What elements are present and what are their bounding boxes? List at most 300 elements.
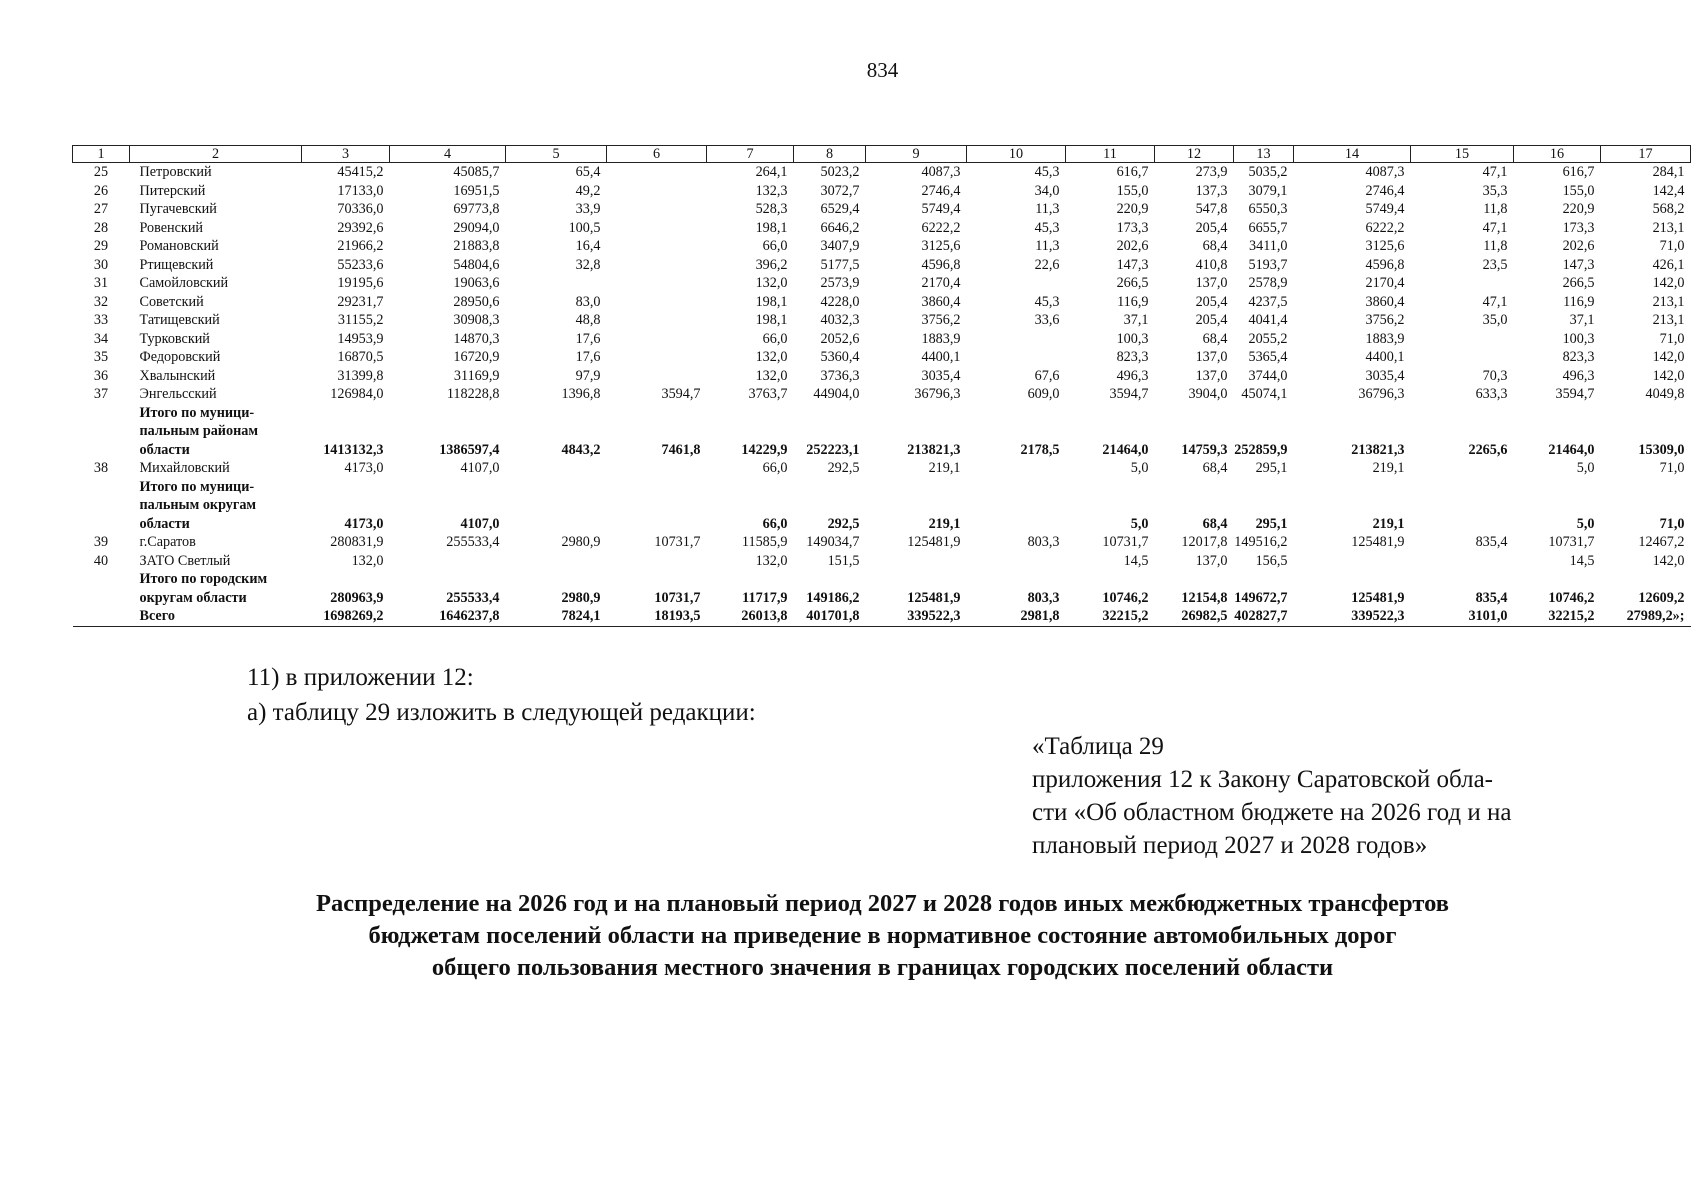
amount-cell <box>506 274 607 293</box>
amount-cell <box>390 404 506 423</box>
territory-name-cell: Ртищевский <box>139 256 214 273</box>
amount-cell: 3101,0 <box>1411 607 1514 626</box>
amount-cell: 67,6 <box>1034 367 1060 384</box>
amount-cell: 6655,7 <box>1248 219 1288 236</box>
amount-cell: 142,0 <box>1652 552 1685 569</box>
table-row <box>73 330 1691 349</box>
amount-cell <box>794 478 866 497</box>
amount-cell <box>607 478 707 497</box>
amount-cell: 2055,2 <box>1248 330 1288 347</box>
amount-cell: 100,3 <box>1116 330 1149 347</box>
amount-cell: 284,1 <box>1652 164 1685 180</box>
amount-cell: 202,6 <box>1116 238 1149 254</box>
amount-cell: 3125,6 <box>921 238 961 254</box>
amount-cell <box>607 515 707 534</box>
amount-cell: 5,0 <box>1576 460 1595 476</box>
territory-name-cell: области <box>139 441 190 458</box>
table-row <box>73 200 1691 219</box>
amount-cell <box>1155 570 1234 589</box>
amount-cell: 1883,9 <box>1365 330 1405 347</box>
amount-cell: 66,0 <box>762 330 788 347</box>
amount-cell: 220,9 <box>1116 201 1149 217</box>
amount-cell: 32215,2 <box>1066 607 1155 626</box>
row-number-cell: 35 <box>93 349 109 365</box>
amount-cell: 45085,7 <box>453 164 500 180</box>
amount-cell: 616,7 <box>1116 164 1149 180</box>
amount-cell: 426,1 <box>1652 256 1685 273</box>
page-number: 834 <box>866 58 899 82</box>
amount-cell: 3411,0 <box>1249 238 1288 254</box>
amount-cell: 5749,4 <box>921 201 961 217</box>
amount-cell <box>607 348 707 367</box>
amount-cell: 5035,2 <box>1248 164 1288 180</box>
amount-cell <box>390 570 506 589</box>
amount-cell: 65,4 <box>575 164 601 180</box>
territory-name-cell: Советский <box>139 293 204 310</box>
amount-cell <box>866 422 967 441</box>
amount-cell: 14953,9 <box>337 330 384 347</box>
amount-cell <box>1514 496 1601 515</box>
territory-name-cell: Итого по муници- <box>139 478 255 495</box>
amount-cell: 14870,3 <box>453 330 500 347</box>
table-caption-line: плановый период 2027 и 2028 годов» <box>1032 832 1428 859</box>
table-row <box>73 163 1691 182</box>
amount-cell: 11,3 <box>1035 201 1060 217</box>
amount-cell: 401701,8 <box>794 607 866 626</box>
amount-cell: 21883,8 <box>453 238 500 254</box>
amount-cell: 213,1 <box>1652 293 1685 310</box>
amount-cell: 252859,9 <box>1234 441 1288 458</box>
column-number-header: 16 <box>1514 146 1601 163</box>
amount-cell <box>1601 496 1691 515</box>
amount-cell <box>506 496 607 515</box>
amount-cell: 3035,4 <box>1365 367 1405 384</box>
amount-cell <box>607 422 707 441</box>
row-number-cell: 39 <box>93 534 109 550</box>
territory-name-cell: Итого по муници- <box>139 404 255 421</box>
budget-table <box>72 145 1691 627</box>
amount-cell: 45415,2 <box>337 164 384 180</box>
amount-cell <box>607 200 707 219</box>
amount-cell: 219,1 <box>1372 515 1405 532</box>
amount-cell: 198,1 <box>755 219 788 236</box>
amount-cell: 54804,6 <box>453 256 500 273</box>
amount-cell: 3904,0 <box>1188 386 1228 402</box>
row-number-cell: 34 <box>93 330 109 347</box>
amount-cell: 1646237,8 <box>390 607 506 626</box>
amount-cell: 66,0 <box>762 238 788 254</box>
column-number-header: 10 <box>967 146 1066 163</box>
amount-cell: 835,4 <box>1475 534 1508 550</box>
amount-cell <box>302 404 390 423</box>
amount-cell: 3594,7 <box>1109 386 1149 402</box>
amount-cell: 116,9 <box>1117 293 1149 310</box>
amount-cell: 126984,0 <box>330 386 384 402</box>
row-number-cell: 30 <box>93 256 109 273</box>
amount-cell: 147,3 <box>1116 256 1149 273</box>
amount-cell: 14,5 <box>1569 552 1595 569</box>
amount-cell: 47,1 <box>1482 219 1508 236</box>
territory-name-cell: области <box>139 515 190 532</box>
amount-cell <box>1514 404 1601 423</box>
amount-cell: 633,3 <box>1475 386 1508 402</box>
column-number-header: 8 <box>794 146 866 163</box>
table-row <box>73 348 1691 367</box>
amount-cell <box>390 422 506 441</box>
amount-cell: 45,3 <box>1034 293 1060 310</box>
amount-cell: 5,0 <box>1130 460 1149 476</box>
table-row <box>73 367 1691 386</box>
amount-cell: 6550,3 <box>1248 201 1288 217</box>
amount-cell: 4087,3 <box>1365 164 1405 180</box>
amount-cell: 4400,1 <box>1365 349 1405 365</box>
amount-cell: 4237,5 <box>1248 293 1288 310</box>
amount-cell: 2578,9 <box>1248 275 1288 291</box>
amount-cell: 21464,0 <box>1548 441 1595 458</box>
table-row <box>73 589 1691 608</box>
amount-cell <box>1155 478 1234 497</box>
amount-cell <box>1066 404 1155 423</box>
document-title-line: Распределение на 2026 год и на плановый период 2027 и 2028 годов иных межбюджетных трансфертов <box>316 890 1449 917</box>
amount-cell: 22,6 <box>1034 256 1060 273</box>
territory-name-cell: ЗАТО Светлый <box>139 552 231 569</box>
amount-cell: 10731,7 <box>1102 534 1149 550</box>
amount-cell: 5749,4 <box>1365 201 1405 217</box>
amount-cell: 6222,2 <box>1365 219 1405 236</box>
column-number-header: 4 <box>390 146 506 163</box>
territory-name-cell: Ровенский <box>139 219 204 236</box>
amount-cell <box>1411 570 1514 589</box>
amount-cell <box>607 459 707 478</box>
amount-cell: 149186,2 <box>806 589 860 606</box>
amount-cell: 55233,6 <box>337 256 384 273</box>
amount-cell: 10731,7 <box>654 534 701 550</box>
column-number-header: 11 <box>1066 146 1155 163</box>
amount-cell: 2980,9 <box>561 589 601 606</box>
amount-cell: 137,0 <box>1195 275 1228 291</box>
amount-cell: 149516,2 <box>1234 534 1288 550</box>
amount-cell: 34,0 <box>1034 182 1060 199</box>
amount-cell: 220,9 <box>1562 201 1595 217</box>
territory-name-cell: Федоровский <box>139 349 221 365</box>
amount-cell: 2052,6 <box>820 330 860 347</box>
row-number-cell <box>73 422 130 441</box>
amount-cell: 3125,6 <box>1365 238 1405 254</box>
amount-cell: 1698269,2 <box>302 607 390 626</box>
territory-name-cell: Хвалынский <box>139 367 216 384</box>
amount-cell: 4228,0 <box>820 293 860 310</box>
amount-cell: 568,2 <box>1652 201 1685 217</box>
amount-cell <box>1411 478 1514 497</box>
amount-cell: 1413132,3 <box>323 441 384 458</box>
amount-cell: 151,5 <box>827 552 860 569</box>
amount-cell: 10731,7 <box>1548 534 1595 550</box>
amount-cell <box>967 515 1066 534</box>
amount-cell <box>607 237 707 256</box>
amount-cell: 31399,8 <box>337 367 384 384</box>
column-number-header: 15 <box>1411 146 1514 163</box>
amount-cell: 292,5 <box>827 515 860 532</box>
amount-cell <box>607 496 707 515</box>
amount-cell: 202,6 <box>1562 238 1595 254</box>
amount-cell: 6646,2 <box>820 219 860 236</box>
amount-cell: 18193,5 <box>607 607 707 626</box>
amount-cell <box>607 570 707 589</box>
document-title-line: общего пользования местного значения в границах городских поселений области <box>431 954 1334 981</box>
amount-cell: 21966,2 <box>337 238 384 254</box>
amount-cell: 295,1 <box>1255 460 1288 476</box>
amount-cell: 28950,6 <box>453 293 500 310</box>
amount-cell: 11,3 <box>1035 238 1060 254</box>
amount-cell: 137,3 <box>1195 182 1228 199</box>
table-row <box>73 293 1691 312</box>
amount-cell: 12154,8 <box>1181 589 1228 606</box>
territory-name-cell: Питерский <box>139 182 206 199</box>
amount-cell: 33,6 <box>1034 312 1060 328</box>
amount-cell <box>607 182 707 201</box>
amount-cell <box>1601 570 1691 589</box>
amount-cell: 198,1 <box>755 312 788 328</box>
amount-cell <box>607 367 707 386</box>
amount-cell <box>506 515 607 534</box>
amount-cell: 205,4 <box>1195 312 1228 328</box>
territory-name-cell: Петровский <box>139 164 212 180</box>
row-number-cell: 33 <box>93 312 109 328</box>
amount-cell: 5023,2 <box>820 164 860 180</box>
amount-cell: 155,0 <box>1116 182 1149 199</box>
amount-cell: 3079,1 <box>1248 182 1288 199</box>
amount-cell <box>607 404 707 423</box>
amount-cell: 292,5 <box>827 460 860 476</box>
amount-cell: 5177,5 <box>820 256 860 273</box>
amount-cell: 142,0 <box>1652 275 1685 291</box>
amount-cell: 132,0 <box>755 275 788 291</box>
amount-cell <box>1514 422 1601 441</box>
amount-cell <box>1411 459 1514 478</box>
amount-cell <box>607 552 707 571</box>
table-row <box>73 237 1691 256</box>
row-number-cell: 40 <box>93 552 109 569</box>
amount-cell <box>1066 496 1155 515</box>
table-row <box>73 311 1691 330</box>
amount-cell: 173,3 <box>1562 219 1595 236</box>
amount-cell <box>967 274 1066 293</box>
amount-cell: 339522,3 <box>1294 607 1411 626</box>
amount-cell: 142,0 <box>1652 349 1685 365</box>
amount-cell: 2980,9 <box>561 534 601 550</box>
amount-cell: 205,4 <box>1195 293 1228 310</box>
row-number-cell <box>73 478 130 497</box>
amount-cell: 17,6 <box>575 330 601 347</box>
amount-cell: 4173,0 <box>344 460 384 476</box>
amount-cell: 11,8 <box>1483 238 1508 254</box>
table-body <box>73 163 1691 627</box>
amount-cell <box>1294 570 1411 589</box>
amount-cell: 70,3 <box>1482 367 1508 384</box>
amount-cell: 68,4 <box>1202 330 1228 347</box>
amount-cell: 410,8 <box>1195 256 1228 273</box>
amount-cell: 3736,3 <box>820 367 860 384</box>
table-row <box>73 385 1691 404</box>
territory-name-cell: Самойловский <box>139 275 229 291</box>
amount-cell: 835,4 <box>1475 589 1508 606</box>
amount-cell: 3860,4 <box>921 293 961 310</box>
amount-cell <box>1411 552 1514 571</box>
amount-cell: 17133,0 <box>337 182 384 199</box>
amount-cell <box>967 570 1066 589</box>
amount-cell: 4843,2 <box>561 441 601 458</box>
amount-cell: 137,0 <box>1195 367 1228 384</box>
amount-cell <box>1234 570 1294 589</box>
amount-cell: 3594,7 <box>661 386 701 402</box>
amount-cell <box>1234 422 1294 441</box>
row-number-cell <box>73 570 130 589</box>
amount-cell: 32215,2 <box>1514 607 1601 626</box>
column-number-header: 14 <box>1294 146 1411 163</box>
amount-cell: 71,0 <box>1659 330 1685 347</box>
table-row <box>73 607 1691 626</box>
amount-cell: 2746,4 <box>1365 182 1405 199</box>
amount-cell <box>967 496 1066 515</box>
column-number-header: 5 <box>506 146 607 163</box>
amount-cell: 132,0 <box>351 552 384 569</box>
amount-cell <box>1411 330 1514 349</box>
amount-cell <box>1294 404 1411 423</box>
amount-cell <box>866 552 967 571</box>
amount-cell: 547,8 <box>1195 201 1228 217</box>
amount-cell: 12609,2 <box>1638 589 1685 606</box>
amount-cell: 205,4 <box>1195 219 1228 236</box>
amount-cell: 3756,2 <box>1365 312 1405 328</box>
amount-cell <box>1294 552 1411 571</box>
amount-cell: 49,2 <box>575 182 601 199</box>
amount-cell <box>866 478 967 497</box>
amount-cell: 496,3 <box>1562 367 1595 384</box>
amount-cell <box>866 404 967 423</box>
column-number-header: 7 <box>707 146 794 163</box>
amount-cell <box>506 404 607 423</box>
amount-cell: 803,3 <box>1027 534 1060 550</box>
amount-cell: 97,9 <box>575 367 601 384</box>
amount-cell <box>390 552 506 571</box>
amount-cell: 10746,2 <box>1548 589 1595 606</box>
row-number-cell <box>73 404 130 423</box>
amount-cell <box>1066 570 1155 589</box>
amount-cell: 47,1 <box>1482 293 1508 310</box>
table-header-row <box>73 146 1691 163</box>
amount-cell: 3763,7 <box>748 386 788 402</box>
amount-cell: 11,8 <box>1483 201 1508 217</box>
amount-cell: 3756,2 <box>921 312 961 328</box>
amount-cell: 6529,4 <box>820 201 860 217</box>
row-number-cell: 37 <box>93 386 109 402</box>
table-row <box>73 459 1691 478</box>
amount-cell <box>1514 478 1601 497</box>
amount-cell: 255533,4 <box>446 534 500 550</box>
amount-cell <box>1155 422 1234 441</box>
amount-cell: 137,0 <box>1195 552 1228 569</box>
table-row <box>73 404 1691 423</box>
amount-cell: 219,1 <box>928 460 961 476</box>
amount-cell: 198,1 <box>755 293 788 310</box>
amount-cell: 4032,3 <box>820 312 860 328</box>
amount-cell: 83,0 <box>575 293 601 310</box>
table-row <box>73 274 1691 293</box>
table-row <box>73 515 1691 534</box>
amount-cell: 31155,2 <box>337 312 384 328</box>
amount-cell <box>1411 496 1514 515</box>
amount-cell: 35,3 <box>1482 182 1508 199</box>
table-row <box>73 422 1691 441</box>
amount-cell: 66,0 <box>762 515 788 532</box>
amount-cell: 45,3 <box>1034 164 1060 180</box>
amount-cell: 213821,3 <box>1351 441 1405 458</box>
amount-cell: 10731,7 <box>654 589 701 606</box>
amount-cell: 16870,5 <box>337 349 384 365</box>
amount-cell <box>390 478 506 497</box>
table-row <box>73 441 1691 460</box>
amount-cell <box>1234 496 1294 515</box>
amount-cell: 5193,7 <box>1248 256 1288 273</box>
amount-cell <box>967 478 1066 497</box>
amount-cell <box>967 552 1066 571</box>
amount-cell: 295,1 <box>1255 515 1288 532</box>
amount-cell: 132,0 <box>755 367 788 384</box>
amount-cell: 47,1 <box>1482 164 1508 180</box>
amount-cell: 48,8 <box>575 312 601 328</box>
amount-cell: 264,1 <box>755 164 788 180</box>
row-number-cell: 31 <box>93 275 109 291</box>
amount-cell: 5365,4 <box>1248 349 1288 365</box>
amount-cell: 37,1 <box>1123 312 1149 328</box>
amount-cell: 45074,1 <box>1241 386 1288 402</box>
row-number-cell <box>73 496 130 515</box>
amount-cell: 219,1 <box>1372 460 1405 476</box>
amount-cell <box>1234 404 1294 423</box>
amount-cell: 17,6 <box>575 349 601 365</box>
table-row <box>73 182 1691 201</box>
amount-cell: 149034,7 <box>806 534 860 550</box>
column-number-header: 9 <box>866 146 967 163</box>
row-number-cell <box>73 607 130 626</box>
amount-cell <box>506 570 607 589</box>
amount-cell: 125481,9 <box>907 534 961 550</box>
amount-cell: 2746,4 <box>921 182 961 199</box>
column-number-header: 1 <box>73 146 130 163</box>
amount-cell <box>707 478 794 497</box>
amount-cell <box>1066 478 1155 497</box>
column-number-header: 12 <box>1155 146 1234 163</box>
amount-cell: 132,0 <box>755 552 788 569</box>
amount-cell: 213,1 <box>1652 219 1685 236</box>
amount-cell: 147,3 <box>1562 256 1595 273</box>
amount-cell <box>967 348 1066 367</box>
amount-cell: 71,0 <box>1659 238 1685 254</box>
amount-cell <box>302 478 390 497</box>
territory-name-cell: Итого по городским <box>139 571 268 587</box>
amount-cell <box>967 422 1066 441</box>
amount-cell: 33,9 <box>575 201 601 217</box>
amount-cell: 35,0 <box>1482 312 1508 328</box>
amount-cell: 12467,2 <box>1638 534 1685 550</box>
territory-name-cell: округам области <box>139 589 247 606</box>
amount-cell: 29094,0 <box>453 219 500 236</box>
amount-cell: 609,0 <box>1027 386 1060 402</box>
amount-cell: 11585,9 <box>741 534 788 550</box>
column-number-header: 3 <box>302 146 390 163</box>
amount-cell: 4400,1 <box>921 349 961 365</box>
amount-cell: 26982,5 <box>1155 607 1234 626</box>
